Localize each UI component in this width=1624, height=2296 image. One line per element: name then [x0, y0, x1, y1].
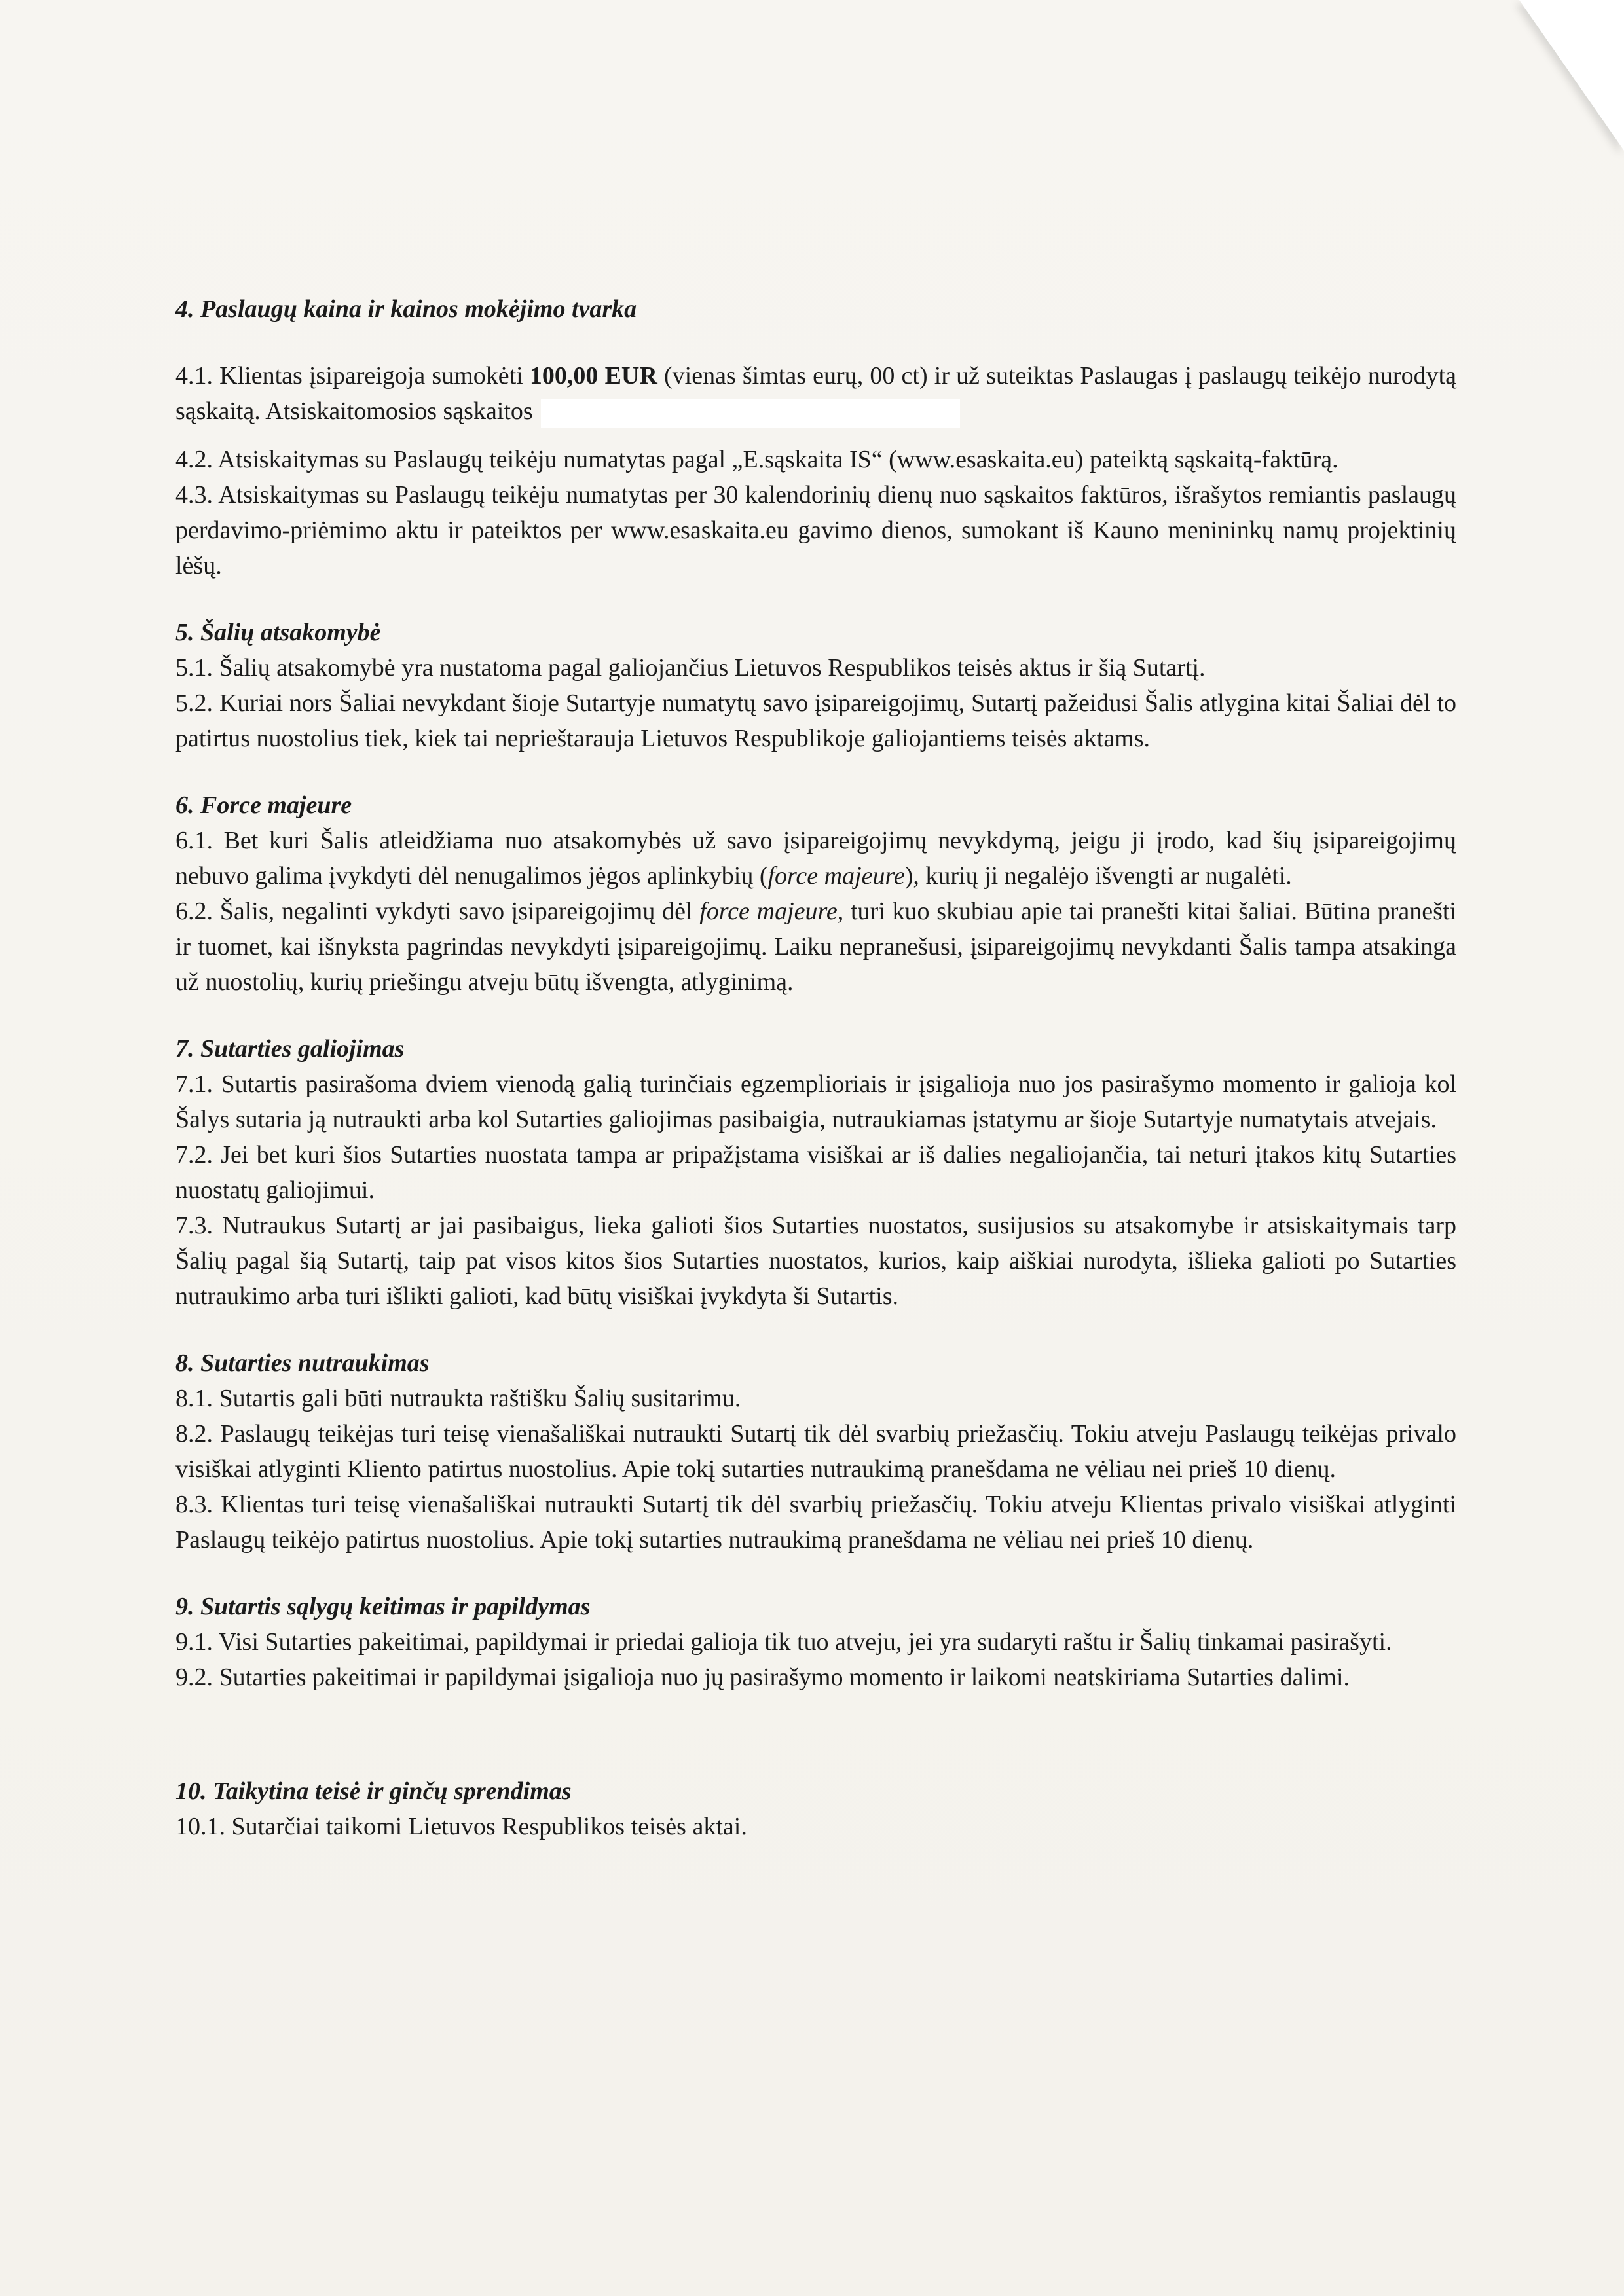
clause-6-1: 6.1. Bet kuri Šalis atleidžiama nuo atsakomybės už savo įsipareigojimų nevykdymą, jeigu ji įrodo, kad šių įsipareigojimų nebuvo galima įvykdyti dėl nenugalimos jėgos aplinkybių (force majeure), kurių ji negalėjo išvengti ar nugalėti.	[175, 827, 1456, 890]
clause-6-2: 6.2. Šalis, negalinti vykdyti savo įsipareigojimų dėl force majeure, turi kuo skubiau apie tai pranešti kitai šaliai. Būtina pranešti ir tuomet, kai išnyksta pagrindas nevykdyti įsipareigojimų. Laiku nepranešusi, įsipareigojimų nevykdanti Šalis tampa atsakinga už nuostolių, kurių priešingu atveju būtų išvengta, atlyginimą.	[175, 898, 1456, 996]
section-8-title: 8. Sutarties nutraukimas	[175, 1349, 430, 1377]
section-7	[175, 1031, 1456, 1314]
clause-7-1: 7.1. Sutartis pasirašoma dviem vienodą galią turinčiais egzemplioriais ir įsigalioja nuo jos pasirašymo momento ir galioja kol Šalys sutaria ją nutraukti arba kol Sutarties galiojimas pasibaigia, nutraukiamas įstatymu ar šioje Sutartyje numatytais atvejais.	[175, 1070, 1456, 1133]
section-5-title: 5. Šalių atsakomybė	[175, 619, 381, 646]
clause-10-1: 10.1. Sutarčiai taikomi Lietuvos Respublikos teisės aktai.	[175, 1813, 747, 1840]
clause-8-1: 8.1. Sutartis gali būti nutraukta raštišku Šalių susitarimu.	[175, 1385, 741, 1412]
clause-4-1: 4.1. Klientas įsipareigoja sumokėti 100,00 EUR (vienas šimtas eurų, 00 ct) ir už suteiktas Paslaugas į paslaugų teikėjo nurodytą sąskaitą. Atsiskaitomosios sąskaitos	[175, 358, 1456, 429]
redacted-account-number	[541, 399, 960, 428]
section-6-title: 6. Force majeure	[175, 792, 352, 819]
clause-9-2: 9.2. Sutarties pakeitimai ir papildymai įsigalioja nuo jų pasirašymo momento ir laikomi neatskiriama Sutarties dalimi.	[175, 1664, 1350, 1691]
clause-8-2: 8.2. Paslaugų teikėjas turi teisę vienašališkai nutraukti Sutartį tik dėl svarbių priežasčių. Tokiu atveju Paslaugų teikėjas privalo visiškai atlyginti Kliento patirtus nuostolius. Apie tokį sutarties nutraukimą pranešdama ne vėliau nei prieš 10 dienų.	[175, 1420, 1456, 1483]
clause-5-2: 5.2. Kuriai nors Šaliai nevykdant šioje Sutartyje numatytų savo įsipareigojimų, Sutartį pažeidusi Šalis atlygina kitai Šaliai dėl to patirtus nuostolius tiek, kiek tai neprieštarauja Lietuvos Respublikoje galiojantiems teisės aktams.	[175, 689, 1456, 752]
payment-amount: 100,00 EUR	[529, 362, 657, 390]
section-10	[175, 1774, 1456, 1844]
page-fold-corner	[1519, 0, 1624, 151]
clause-4-3: 4.3. Atsiskaitymas su Paslaugų teikėju numatytas per 30 kalendorinių dienų nuo sąskaitos faktūros, išrašytos remiantis paslaugų perdavimo-priėmimo aktu ir pateiktos per www.esaskaita.eu gavimo dienos, sumokant iš Kauno menininkų namų projektinių lėšų.	[175, 481, 1456, 579]
section-5	[175, 615, 1456, 756]
section-9-title: 9. Sutartis sąlygų keitimas ir papildymas	[175, 1593, 591, 1620]
section-4-title: 4. Paslaugų kaina ir kainos mokėjimo tvarka	[175, 295, 637, 323]
clause-7-2: 7.2. Jei bet kuri šios Sutarties nuostata tampa ar pripažįstama visiškai ar iš dalies negaliojančia, tai neturi įtakos kitų Sutarties nuostatų galiojimui.	[175, 1141, 1456, 1204]
section-7-title: 7. Sutarties galiojimas	[175, 1035, 405, 1063]
document-body	[175, 291, 1456, 1844]
clause-7-3: 7.3. Nutraukus Sutartį ar jai pasibaigus, lieka galioti šios Sutarties nuostatos, susijusios su atsakomybe ir atsiskaitymais tarp Šalių pagal šią Sutartį, taip pat visos kitos šios Sutarties nuostatos, kurios, kaip aiškiai nurodyta, išlieka galioti po Sutarties nutraukimo arba turi išlikti galioti, kad būtų visiškai įvykdyta ši Sutartis.	[175, 1212, 1456, 1310]
clause-4-2: 4.2. Atsiskaitymas su Paslaugų teikėju numatytas pagal „E.sąskaita IS“ (www.esaskaita.eu) pateiktą sąskaitą-faktūrą.	[175, 446, 1338, 473]
section-8	[175, 1345, 1456, 1558]
clause-5-1: 5.1. Šalių atsakomybė yra nustatoma pagal galiojančius Lietuvos Respublikos teisės aktus ir šią Sutartį.	[175, 654, 1206, 682]
clause-9-1: 9.1. Visi Sutarties pakeitimai, papildymai ir priedai galioja tik tuo atveju, jei yra sudaryti raštu ir Šalių tinkamai pasirašyti.	[175, 1628, 1392, 1656]
section-4	[175, 291, 1456, 583]
section-10-title: 10. Taikytina teisė ir ginčų sprendimas	[175, 1777, 572, 1805]
clause-8-3: 8.3. Klientas turi teisę vienašališkai nutraukti Sutartį tik dėl svarbių priežasčių. Tokiu atveju Klientas privalo visiškai atlyginti Paslaugų teikėjo patirtus nuostolius. Apie tokį sutarties nutraukimą pranešdama ne vėliau nei prieš 10 dienų.	[175, 1491, 1456, 1554]
section-9	[175, 1589, 1456, 1695]
section-6	[175, 788, 1456, 1000]
